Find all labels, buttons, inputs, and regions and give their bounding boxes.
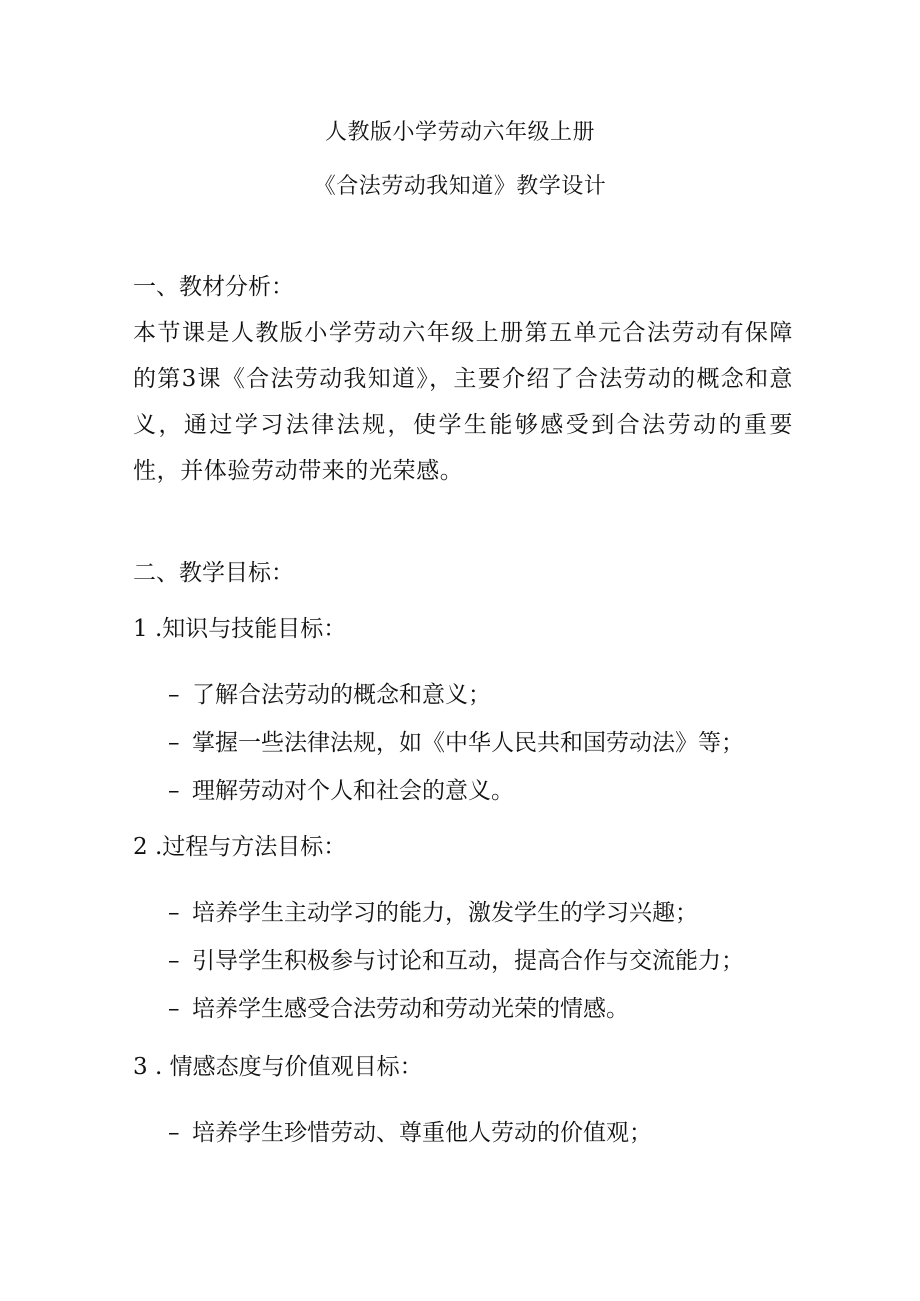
bullet-dash: – [168,948,180,974]
section-heading-goals: 二、教学目标： [133,560,294,586]
list-item [168,946,744,976]
list-item-text: 理解劳动对个人和社会的意义。 [192,778,514,804]
list-item [168,1118,652,1148]
goal-heading-values: 3 . 情感态度与价值观目标： [133,1054,423,1080]
list-item-text: 培养学生主动学习的能力，激发学生的学习兴趣； [192,900,698,926]
bullet-dash: – [168,1120,180,1146]
section-body-materials: 本节课是人教版小学劳动六年级上册第五单元合法劳动有保障的第3课《合法劳动我知道》，主要介绍了合法劳动的概念和意义，通过学习法律法规，使学生能够感受到合法劳动的重要性，并体验劳动带来的光荣感。 [133,320,793,484]
list-item [168,898,698,928]
list-item [168,680,491,710]
list-item [168,994,629,1024]
list-item-text: 了解合法劳动的概念和意义； [192,682,491,708]
goal-heading-process: 2 .过程与方法目标： [133,834,347,860]
list-item-text: 培养学生感受合法劳动和劳动光荣的情感。 [192,996,629,1022]
list-item [168,776,514,806]
bullet-dash: – [168,900,180,926]
list-item [168,728,744,758]
list-item-text: 掌握一些法律法规，如《中华人民共和国劳动法》等； [192,730,744,756]
goal-heading-knowledge: 1 .知识与技能目标： [133,616,347,642]
bullet-dash: – [168,682,180,708]
document-title-line2: 《合法劳动我知道》教学设计 [313,174,607,199]
document-title-line1: 人教版小学劳动六年级上册 [324,120,595,145]
list-item-text: 培养学生珍惜劳动、尊重他人劳动的价值观； [192,1120,652,1146]
list-item-text: 引导学生积极参与讨论和互动，提高合作与交流能力； [192,948,744,974]
section-heading-materials: 一、教材分析： [133,274,294,300]
bullet-dash: – [168,778,180,804]
bullet-dash: – [168,730,180,756]
bullet-dash: – [168,996,180,1022]
